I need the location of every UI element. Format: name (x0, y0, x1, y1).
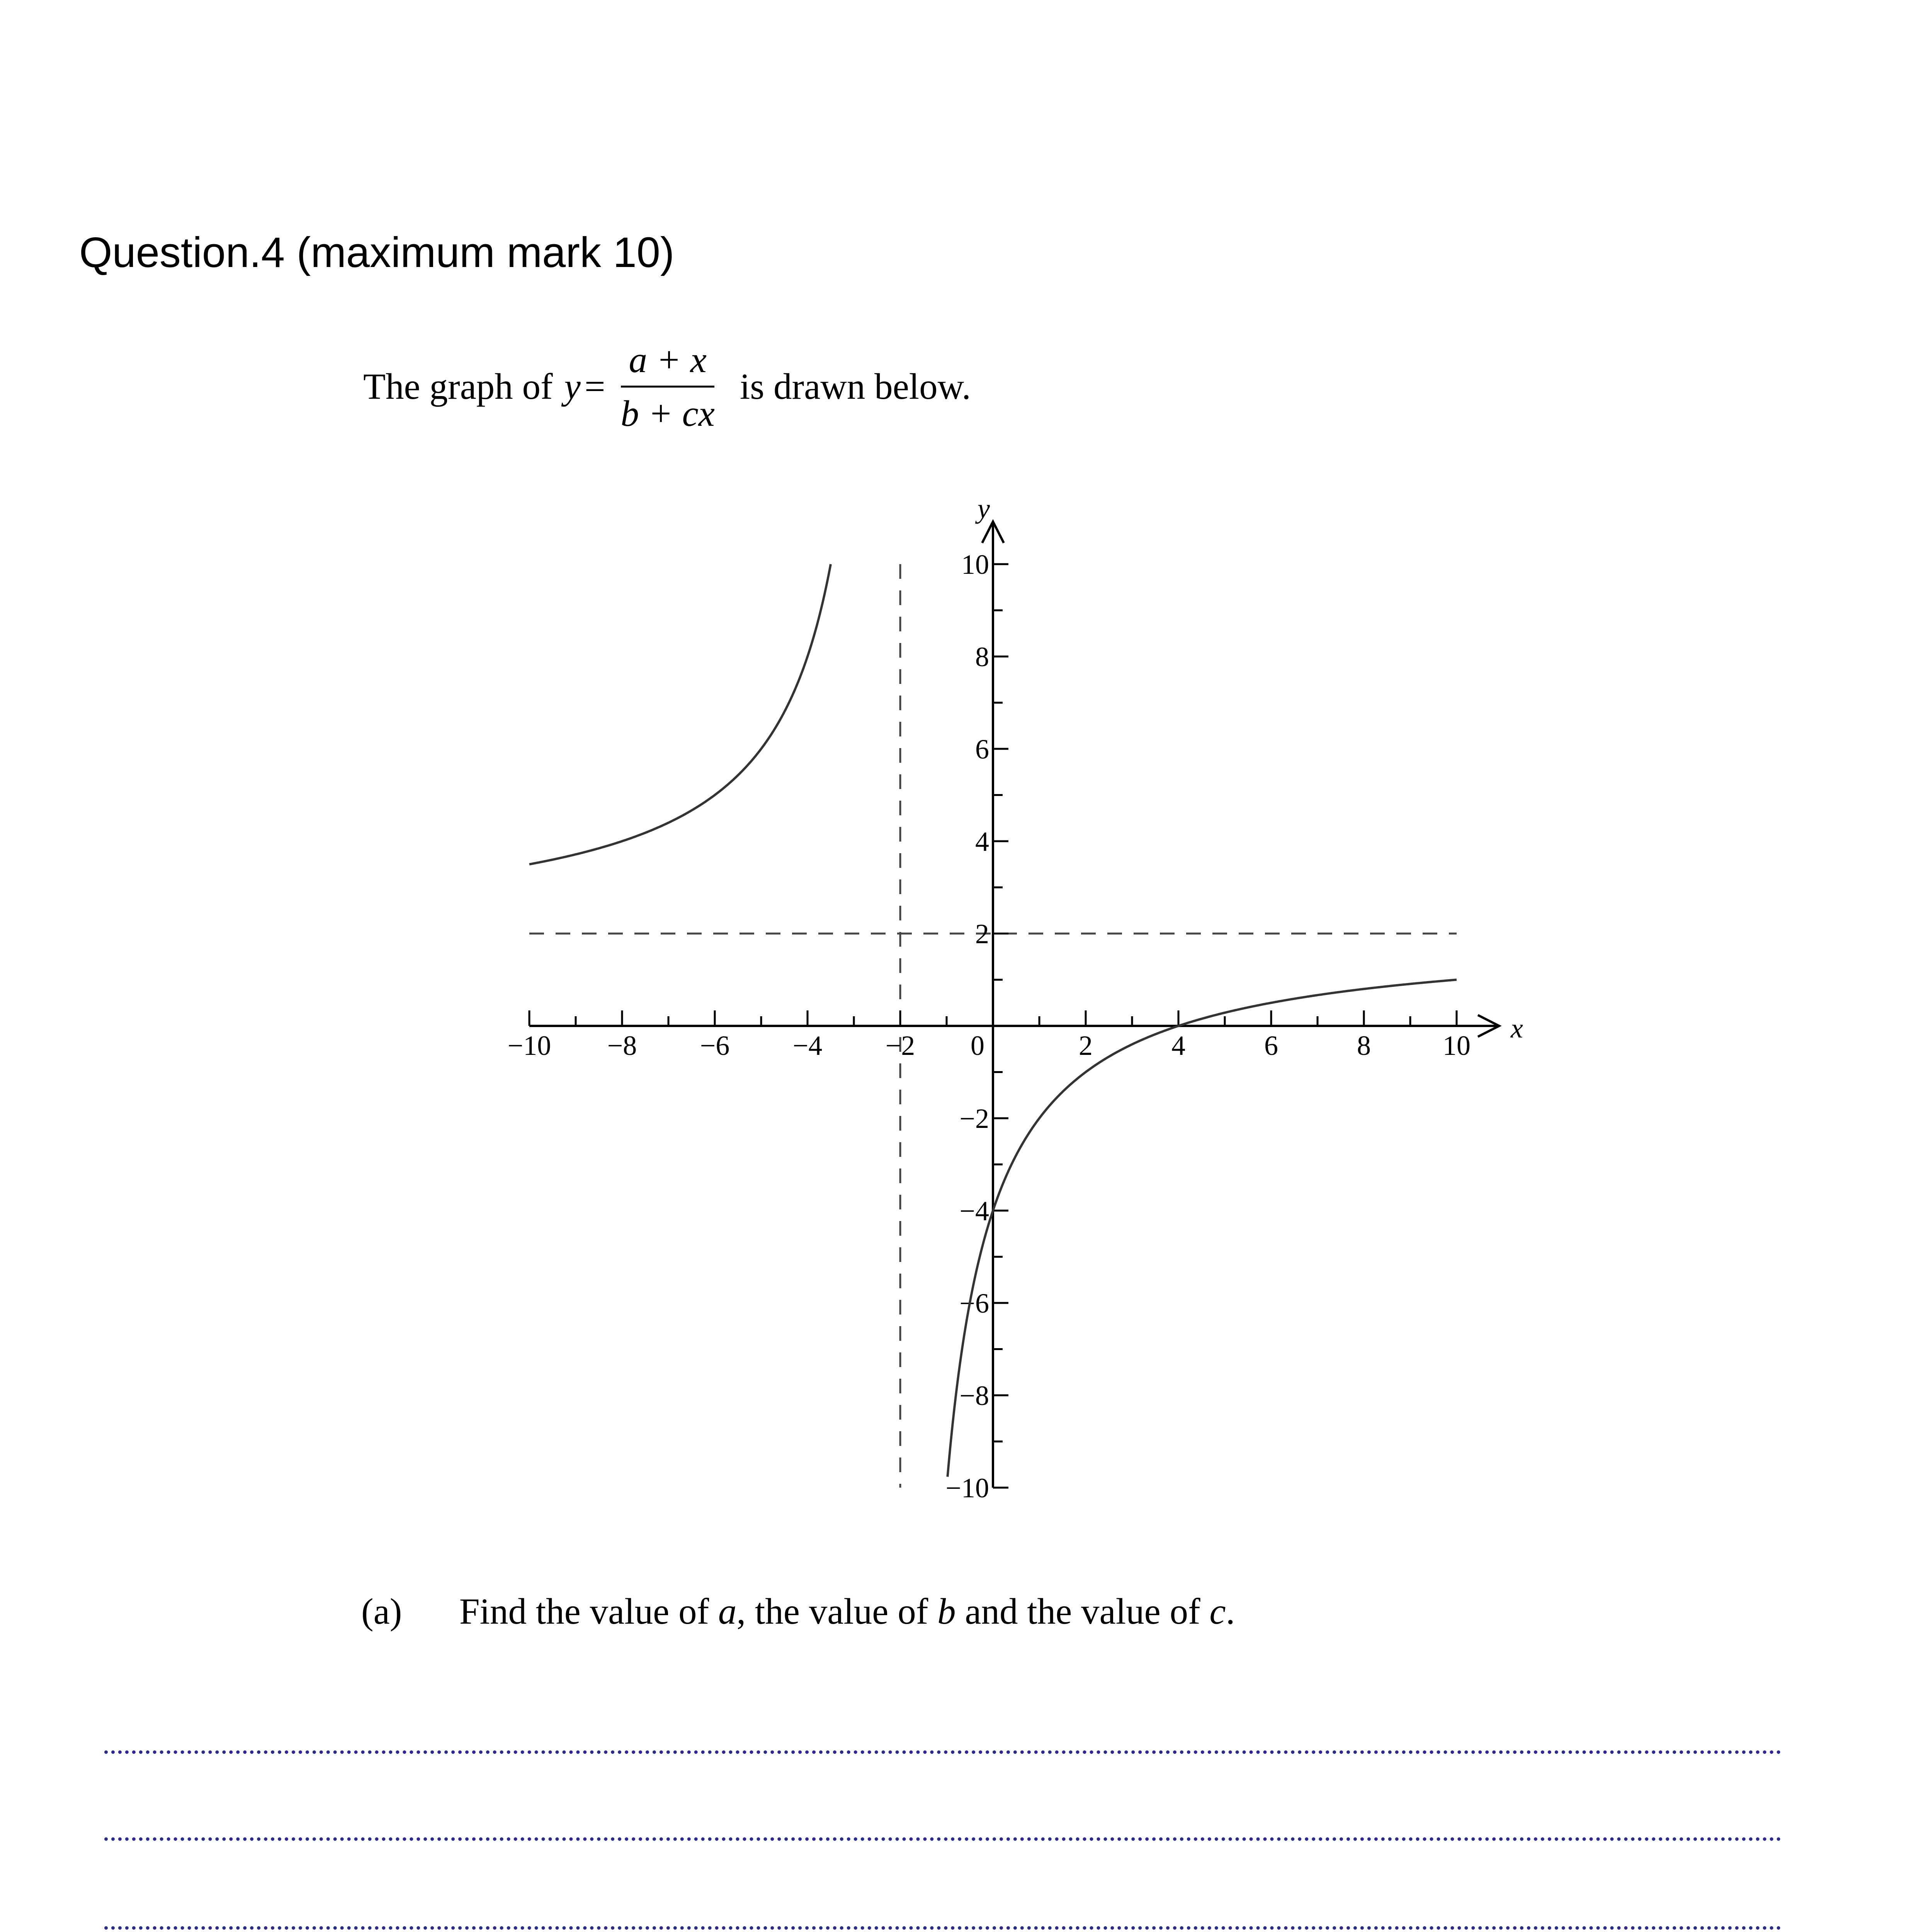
y-tick-label: 10 (961, 549, 989, 580)
curve-left-branch (529, 564, 831, 864)
x-tick-label: 6 (1264, 1030, 1278, 1061)
intro-prefix: The graph of (363, 366, 553, 407)
x-tick-label: −2 (885, 1030, 915, 1061)
y-tick-label: 8 (975, 641, 989, 672)
part-a-question (361, 1590, 1235, 1633)
fraction-numerator: a + x (621, 338, 714, 388)
y-axis-label: y (978, 493, 990, 524)
x-tick-label: −6 (700, 1030, 730, 1061)
question-title: Question.4 (maximum mark 10) (79, 229, 675, 276)
y-tick-label: −6 (959, 1288, 989, 1319)
part-a-text-2: , the value of (736, 1591, 928, 1632)
y-tick-label: 4 (975, 826, 989, 857)
x-tick-label: 8 (1357, 1030, 1371, 1061)
y-tick-label: −4 (959, 1196, 989, 1226)
part-a-var-b: b (937, 1591, 956, 1632)
part-a-var-a: a (718, 1591, 737, 1632)
y-tick-label: −8 (959, 1380, 989, 1411)
x-tick-label: −10 (507, 1030, 551, 1061)
y-tick-label: −10 (945, 1473, 989, 1503)
y-tick-label: −2 (959, 1103, 989, 1134)
x-tick-label: 10 (1443, 1030, 1471, 1061)
intro-equals: = (584, 366, 605, 407)
intro-suffix: is drawn below. (740, 366, 971, 407)
x-tick-label: −8 (607, 1030, 637, 1061)
answer-line-3[interactable] (104, 1926, 1781, 1930)
y-tick-label: 6 (975, 734, 989, 765)
y-tick-label: 2 (975, 918, 989, 949)
x-tick-label: 4 (1171, 1030, 1185, 1061)
x-tick-label: 2 (1079, 1030, 1093, 1061)
part-a-text-1: Find the value of (459, 1591, 709, 1632)
part-a-text-3: and the value of (965, 1591, 1200, 1632)
intro-variable: y (564, 366, 581, 407)
part-a-var-c: c (1209, 1591, 1226, 1632)
x-tick-label: −4 (792, 1030, 823, 1061)
part-a-text-4: . (1226, 1591, 1235, 1632)
part-a-label: (a) (361, 1591, 402, 1632)
answer-line-1[interactable] (104, 1750, 1781, 1754)
fraction-denominator: b + cx (621, 393, 715, 434)
x-tick-label: 0 (971, 1030, 984, 1061)
answer-line-2[interactable] (104, 1837, 1781, 1841)
x-axis-label: x (1511, 1013, 1523, 1044)
curve-right-branch (947, 980, 1457, 1477)
